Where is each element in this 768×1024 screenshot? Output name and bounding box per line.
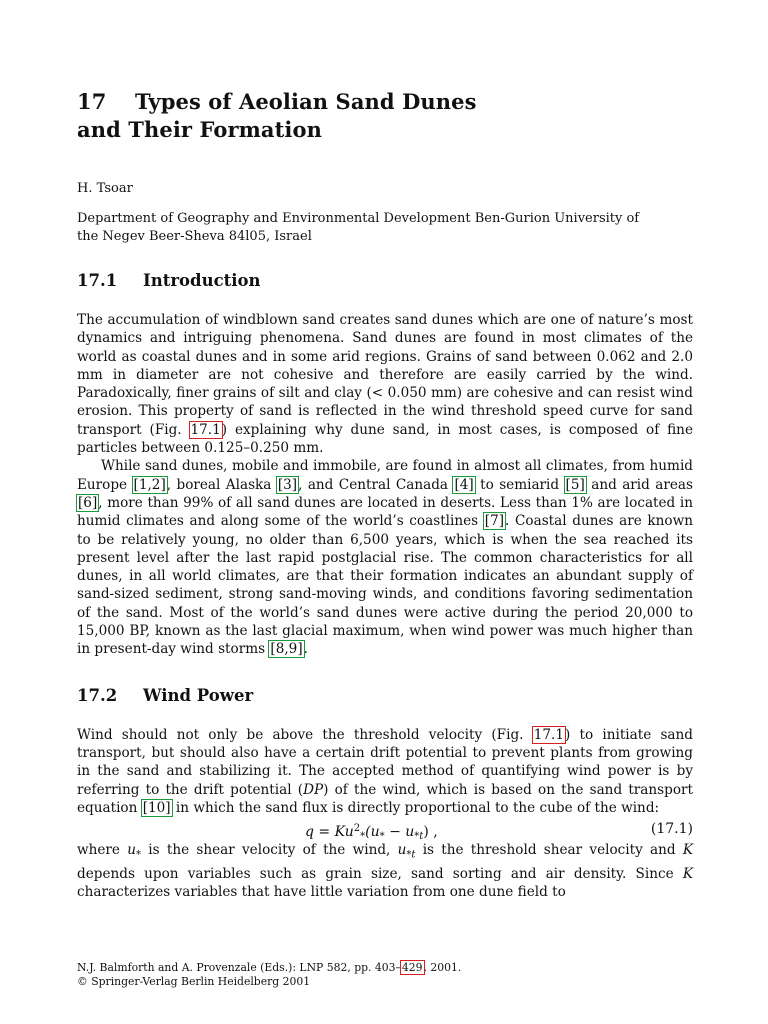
footer-citation [77, 961, 693, 975]
footer [77, 961, 693, 989]
section-heading-introduction [77, 270, 693, 292]
paragraph-wind-2 [77, 841, 693, 902]
text-run: ) to initiate sand transport, but should also have a certain drift potential to prevent plants from growing in the sand and stabilizing it. The accepted method of quantifying wind power is by referring to the drift potential ( [77, 726, 693, 798]
paragraph-intro-1 [77, 311, 693, 457]
chapter-number: 17 [77, 89, 107, 114]
math-text: q = Ku [305, 824, 354, 841]
math-text: (u [365, 824, 380, 841]
section-title: Wind Power [143, 685, 254, 705]
footer-text: , 2001. [423, 961, 462, 974]
math-subscript: * [136, 849, 142, 861]
text-run: is the threshold shear velocity and [415, 842, 683, 859]
chapter-title-line2: and Their Formation [77, 117, 322, 142]
math-symbol: K [682, 842, 694, 859]
equation-number: (17.1) [650, 821, 693, 838]
citation-link[interactable]: [3] [277, 476, 298, 493]
page-end-link[interactable]: 429 [401, 961, 423, 974]
figure-link[interactable]: 17.1 [533, 726, 564, 743]
text-run: where [77, 842, 128, 859]
text-run: and arid areas [585, 476, 693, 493]
math-subscript: * [379, 831, 385, 843]
affiliation [77, 210, 693, 246]
chapter-title [77, 88, 693, 144]
text-run: , more than 99% of all sand dunes are located in deserts. Less than 1% are located in humid climates and along some of the world’s coastlines [77, 494, 693, 530]
math-text: − u [384, 824, 415, 841]
text-run: . [303, 641, 308, 658]
text-run: depends upon variables such as grain size, sand sorting and air density. Since [77, 866, 683, 883]
text-run: characterizes variables that have little variation from one dune field to [77, 884, 566, 901]
text-run: The accumulation of windblown sand creates sand dunes which are one of nature’s most dynamics and intriguing phenomena. Sand dunes are found in most climates of the world as coastal dunes and in some arid regions. Grains of sand between 0.062 and 2.0 mm in diameter are not cohesive and therefore are easily carried by the wind. Paradoxically, finer grains of silt and clay (< 0.050 mm) are cohesive and can resist wind erosion. This property of sand is reflected in the wind threshold speed curve for sand transport (Fig. [77, 312, 693, 438]
paragraph-intro-2 [77, 457, 693, 658]
math-subscript: *t [406, 849, 416, 861]
section-number: 17.2 [77, 685, 118, 705]
footer-copyright: © Springer-Verlag Berlin Heidelberg 2001 [77, 975, 311, 988]
citation-link[interactable]: [1,2] [133, 476, 166, 493]
math-symbol: u [397, 842, 407, 859]
chapter-title-line1: Types of Aeolian Sand Dunes [135, 89, 477, 114]
citation-link[interactable]: [4] [454, 476, 474, 493]
section-title: Introduction [143, 271, 261, 290]
author: H. Tsoar [77, 181, 133, 196]
math-subscript: * [360, 831, 366, 843]
citation-link[interactable]: [10] [142, 799, 171, 816]
page-content [77, 88, 693, 902]
math-symbol: DP [303, 781, 324, 798]
text-run: ) explaining why dune sand, in most cases, is composed of fine particles between 0.125–0.250 mm. [77, 421, 693, 457]
figure-link[interactable]: 17.1 [190, 421, 221, 438]
text-run: is the shear velocity of the wind, [141, 842, 398, 859]
footer-text: N.J. Balmforth and A. Provenzale (Eds.): LNP 582, pp. 403– [77, 961, 401, 974]
section-heading-wind-power [77, 685, 693, 707]
paragraph-wind-1 [77, 726, 693, 817]
equation-block [77, 817, 693, 841]
text-run: While sand dunes, mobile and immobile, are found in almost all climates, from humid Europe [77, 458, 693, 493]
affiliation-line2: the Negev Beer-Sheva 84l05, Israel [77, 229, 312, 244]
math-symbol: K [682, 866, 693, 883]
citation-link[interactable]: [8,9] [270, 641, 303, 658]
section-number: 17.1 [77, 271, 118, 290]
citation-link[interactable]: [7] [484, 513, 505, 530]
text-run: . Coastal dunes are known to be relatively young, no older than 6,500 years, which is when the sea reached its present level after the last rapid postglacial rise. The common characteristics for all dunes, in all world climates, are that their formation indicates an abundant supply of sand-sized sediment, strong sand-moving winds, and conditions favoring sedimentation of the sand. Most of the world’s sand dunes were active during the period 20,000 to 15,000 BP, known as the last glacial maximum, when wind power was much higher than in present-day wind storms [77, 513, 693, 658]
math-subscript: *t [414, 831, 424, 843]
math-superscript: 2 [353, 823, 361, 835]
citation-link[interactable]: [6] [78, 494, 98, 511]
math-symbol: u [127, 842, 137, 859]
affiliation-line1: Department of Geography and Environmental Development Ben-Gurion University of [77, 211, 640, 226]
text-run: Wind should not only be above the threshold velocity (Fig. [77, 726, 533, 743]
text-run: , and Central Canada [298, 476, 454, 493]
text-run: in which the sand flux is directly proportional to the cube of the wind: [171, 799, 660, 816]
text-run: to semiarid [474, 476, 565, 493]
math-text: ) , [423, 824, 438, 841]
text-run: ) of the wind, which is based on the sand transport equation [77, 781, 693, 816]
equation [305, 817, 438, 849]
citation-link[interactable]: [5] [565, 476, 585, 493]
text-run: , boreal Alaska [166, 476, 277, 493]
